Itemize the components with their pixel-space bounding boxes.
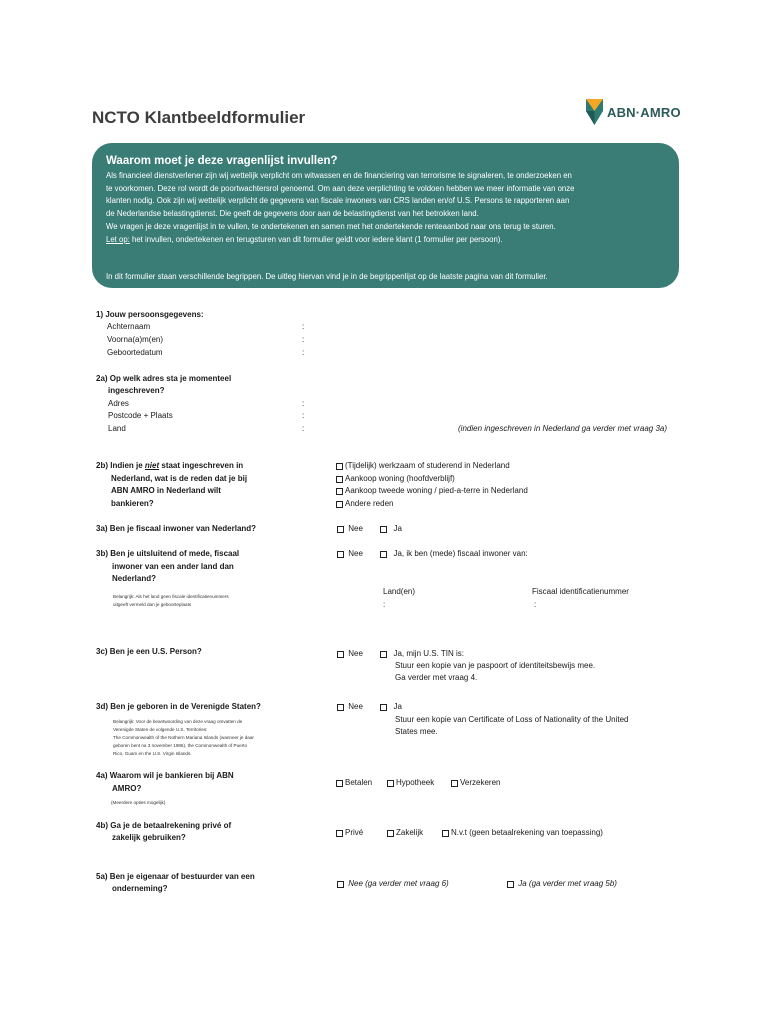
q3d-title: 3d) Ben je geboren in de Verenigde Staten? [96,702,261,711]
q4a-title-line2: AMRO? [112,784,142,793]
q3d-hint-line: geboren bent na 3 november 1986), the Commonwealth of Puerto [113,743,248,748]
checkbox[interactable] [336,780,343,787]
q3b-col-tin: Fiscaal identificatienummer [532,587,629,596]
q3c-instruction: Stuur een kopie van je paspoort of identiteitsbewijs mee. [395,661,596,670]
q3c-continue: Ga verder met vraag 4. [395,673,478,682]
checkbox[interactable] [380,551,387,558]
q4a-option[interactable] [387,777,434,790]
intro-note [106,234,665,247]
checkbox[interactable] [442,830,449,837]
checkbox[interactable] [380,526,387,533]
q3d-instruction-line2: States mee. [395,727,438,736]
q3d-option-no[interactable] [337,701,363,714]
q3d-hint-line: Belangrijk: Voor de beantwoording van deze vraag omvatten de [113,719,243,724]
q3b-title-line1: 3b) Ben je uitsluitend of mede, fiscaal [96,549,240,558]
intro-heading: Waarom moet je deze vragenlijst invullen? [106,155,338,167]
checkbox[interactable] [337,526,344,533]
intro-line: te voorkomen. Deze rol wordt de poortwachtersrol genoemd. Om aan deze verplichting te voldoen hebben we meer informatie van onze [106,183,575,193]
option-label: Ja, mijn U.S. TIN is: [393,649,464,658]
option-label: Verzekeren [460,778,501,787]
q3d-hint-line: The Commonwealth of the Nothern Mariana Islands (wanneer je daar [113,735,254,740]
field-colon[interactable]: : [302,399,305,408]
q3a-option-no[interactable] [337,523,363,536]
field-label-adres: Adres [108,399,129,408]
field-colon[interactable]: : [534,600,537,609]
option-label: Aankoop tweede woning / pied-a-terre in Nederland [345,486,528,495]
q3a-option-yes[interactable] [380,523,402,536]
checkbox[interactable] [337,551,344,558]
q4a-option[interactable] [451,777,500,790]
option-label: Nee [348,549,363,558]
q2b-option[interactable] [336,498,393,511]
q4b-option[interactable] [442,827,603,840]
intro-line: de Nederlandse belastingdienst. Die geeft de gegevens door aan de belastingdienst van het betrokken land. [106,209,479,219]
q3b-option-yes[interactable] [380,548,528,561]
q2b-title-line2: Nederland, wat is de reden dat je bij [111,474,248,483]
field-colon[interactable]: : [302,322,305,331]
option-label: Privé [345,828,364,837]
abn-amro-logo [586,99,681,125]
option-label: Nee [348,649,363,658]
q3c-option-yes[interactable] [380,648,464,661]
checkbox[interactable] [336,476,343,483]
option-label: Andere reden [345,499,394,508]
logo-text: ABN·AMRO [607,104,681,120]
option-label: Zakelijk [396,828,424,837]
field-label-voornamen: Voorna(a)m(en) [107,335,164,344]
q3c-title: 3c) Ben je een U.S. Person? [96,647,202,656]
option-label: Nee [348,524,363,533]
q2a-title-line1: 2a) Op welk adres sta je momenteel [96,374,232,383]
intro-line: klanten nodig. Ook zijn wij wettelijk verplicht de gegevens van fiscale inwoners van CRS landen en/of U.S. Persons te rapporteren aan [106,196,570,206]
option-label: Betalen [345,778,373,787]
q4b-option[interactable] [336,827,363,840]
q2b-title-pre: 2b) Indien je [96,461,145,470]
field-colon[interactable]: : [302,411,305,420]
q3d-hint-line: Rico, Guam en the U.S. Virgin Islands. [113,751,192,756]
checkbox[interactable] [337,651,344,658]
q3b-option-no[interactable] [337,548,363,561]
option-label: Ja, ik ben (mede) fiscaal inwoner van: [393,549,528,558]
q4a-title-line1: 4a) Waarom wil je bankieren bij ABN [96,771,234,780]
page-title: NCTO Klantbeeldformulier [92,108,306,127]
q5a-option-no[interactable] [337,878,449,891]
intro-box [92,143,679,288]
q4b-option[interactable] [387,827,423,840]
intro-line: We vragen je deze vragenlijst in te vullen, te ondertekenen en samen met het ondertekende renteaanbod naar ons terug te sturen. [106,221,556,231]
q4a-option[interactable] [336,777,372,790]
q2b-title-emphasis: niet [144,461,160,470]
checkbox[interactable] [337,881,344,888]
q5a-title-line2: onderneming? [112,884,168,893]
shield-logo-icon [586,99,603,125]
intro-footer: In dit formulier staan verschillende begrippen. De uitleg hiervan vind je in de begrippenlijst op de laatste pagina van dit formulier. [106,272,548,281]
field-colon[interactable]: : [302,424,305,433]
q4b-title-line1: 4b) Ga je de betaalrekening privé of [96,821,232,830]
checkbox[interactable] [336,463,343,470]
q3d-instruction-line1: Stuur een kopie van Certificate of Loss of Nationality of the United [395,715,629,724]
q2b-title-line4: bankieren? [111,499,154,508]
q4b-title-line2: zakelijk gebruiken? [112,833,186,842]
field-label-land: Land [108,424,126,433]
checkbox[interactable] [387,780,394,787]
q3b-hint-line1: Belangrijk: Als het land geen fiscale identificatienummers [113,594,229,599]
checkbox[interactable] [336,830,343,837]
q5a-title-line1: 5a) Ben je eigenaar of bestuurder van een [96,872,255,881]
field-colon[interactable]: : [383,600,386,609]
q2a-title-line2: ingeschreven? [108,386,165,395]
option-label: Nee (ga verder met vraag 6) [348,879,449,888]
field-colon[interactable]: : [302,335,305,344]
q2b-title-line3: ABN AMRO in Nederland wilt [111,486,221,495]
option-label: Hypotheek [396,778,435,787]
q3b-col-land: Land(en) [383,587,416,596]
option-label: Ja (ga verder met vraag 5b) [518,879,617,888]
option-label: (Tijdelijk) werkzaam of studerend in Nederland [345,461,510,470]
checkbox[interactable] [380,704,387,711]
field-label-achternaam: Achternaam [107,322,151,331]
q2b-option[interactable] [336,473,455,486]
q5a-option-yes[interactable] [507,878,617,891]
q1-title: 1) Jouw persoonsgegevens: [96,310,204,319]
intro-line: Als financieel dienstverlener zijn wij wettelijk verplicht om witwassen en de financiering van terrorisme te signaleren, te onderzoeken en [106,171,572,180]
q3b-title-line3: Nederland? [112,574,157,583]
q3b-hint-line2: uitgeeft vermeld dan je geboorteplaats [113,602,192,607]
checkbox[interactable] [451,780,458,787]
checkbox[interactable] [387,830,394,837]
q2b-title-line1 [96,460,243,473]
q2a-note: (indien ingeschreven in Nederland ga verder met vraag 3a) [458,424,668,433]
checkbox[interactable] [337,704,344,711]
q2b-title-post: staat ingeschreven in [159,461,244,470]
q2b-option[interactable] [336,460,510,473]
q2b-option[interactable] [336,485,528,498]
q3d-option-yes[interactable] [380,701,402,714]
checkbox[interactable] [336,488,343,495]
checkbox[interactable] [380,651,387,658]
checkbox[interactable] [507,881,514,888]
option-label: Ja [393,702,402,711]
q3c-option-no[interactable] [337,648,363,661]
q3b-title-line2: inwoner van een ander land dan [112,562,234,571]
field-colon[interactable]: : [302,348,305,357]
option-label: Aankoop woning (hoofdverblijf) [345,474,455,483]
q3a-title: 3a) Ben je fiscaal inwoner van Nederland? [96,524,257,533]
checkbox[interactable] [336,501,343,508]
field-label-postcode: Postcode + Plaats [108,411,173,420]
field-label-geboortedatum: Geboortedatum [107,348,163,357]
option-label: N.v.t (geen betaalrekening van toepassing) [451,828,603,837]
q4a-hint: (Meerdere opties mogelijk) [111,800,166,805]
intro-note-text: het invullen, ondertekenen en terugsturen van dit formulier geldt voor iedere klant (1 formulier per persoon). [129,234,503,244]
q3d-hint-line: Verenigde Staten de volgende U.S. Territories: [113,727,208,732]
intro-note-prefix: Let op: [106,234,130,244]
option-label: Ja [393,524,402,533]
option-label: Nee [348,702,363,711]
